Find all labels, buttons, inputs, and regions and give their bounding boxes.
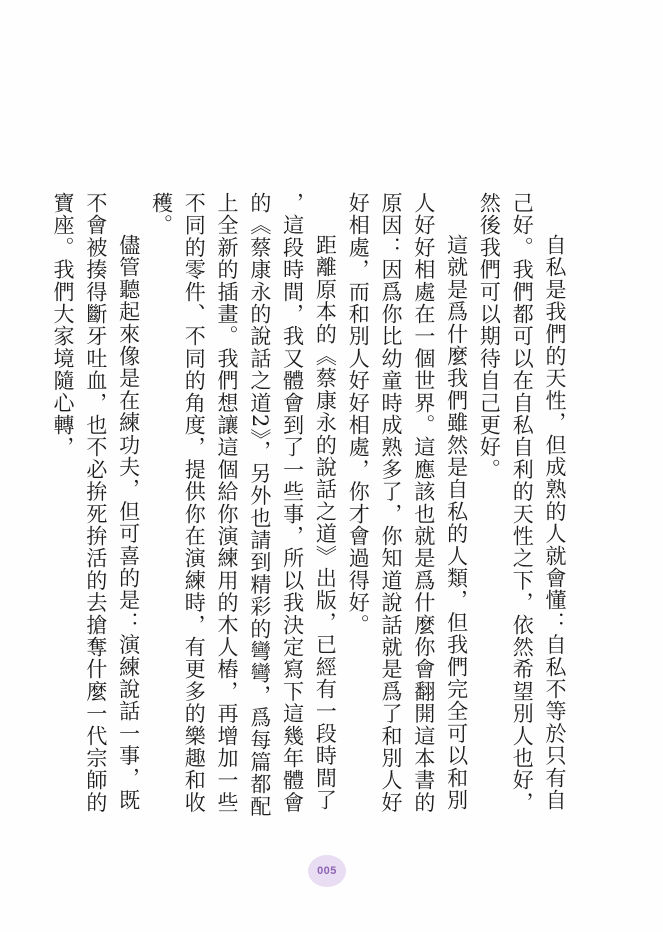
paragraph: 距離原本的《蔡康永的說話之道》出版，已經有一段時間了，這段時間，我又體會到了一些事，所以我決定寫下這幾年體會的《蔡康永的說話之道2》，另外也請到精彩的彎彎，爲每篇都配上全新的插畫。我們想讓這個給你演練用的木人樁，再增加一些不同的零件、不同的角度，提供你在演練時，有更多的樂趣和收穫。 — [149, 192, 338, 818]
paragraph: 這就是爲什麼我們雖然是自私的人類，但我們完全可以和別人好好相處在一個世界。這應該也就是爲什麼你會翻開這本書的原因：因爲你比幼童時成熟多了，你知道說話就是爲了和別人好好相處，而和別人好好相處，你才會過得好。 — [346, 192, 469, 814]
page-number: 005 — [317, 865, 337, 877]
page-number-badge — [308, 855, 346, 887]
paragraph: 儘管聽起來像是在練功夫，但可喜的是：演練說話一事，既不會被揍得斷牙吐血，也不必拚死拚活的去搶奪什麼一代宗師的寶座。我們大家境隨心轉， — [51, 192, 141, 814]
paragraph: 自私是我們的天性，但成熟的人就會懂：自私不等於只有自己好。我們都可以在自私自利的天性之下，依然希望別人也好，然後我們可以期待自己更好。 — [477, 192, 567, 814]
body-text — [46, 192, 571, 832]
